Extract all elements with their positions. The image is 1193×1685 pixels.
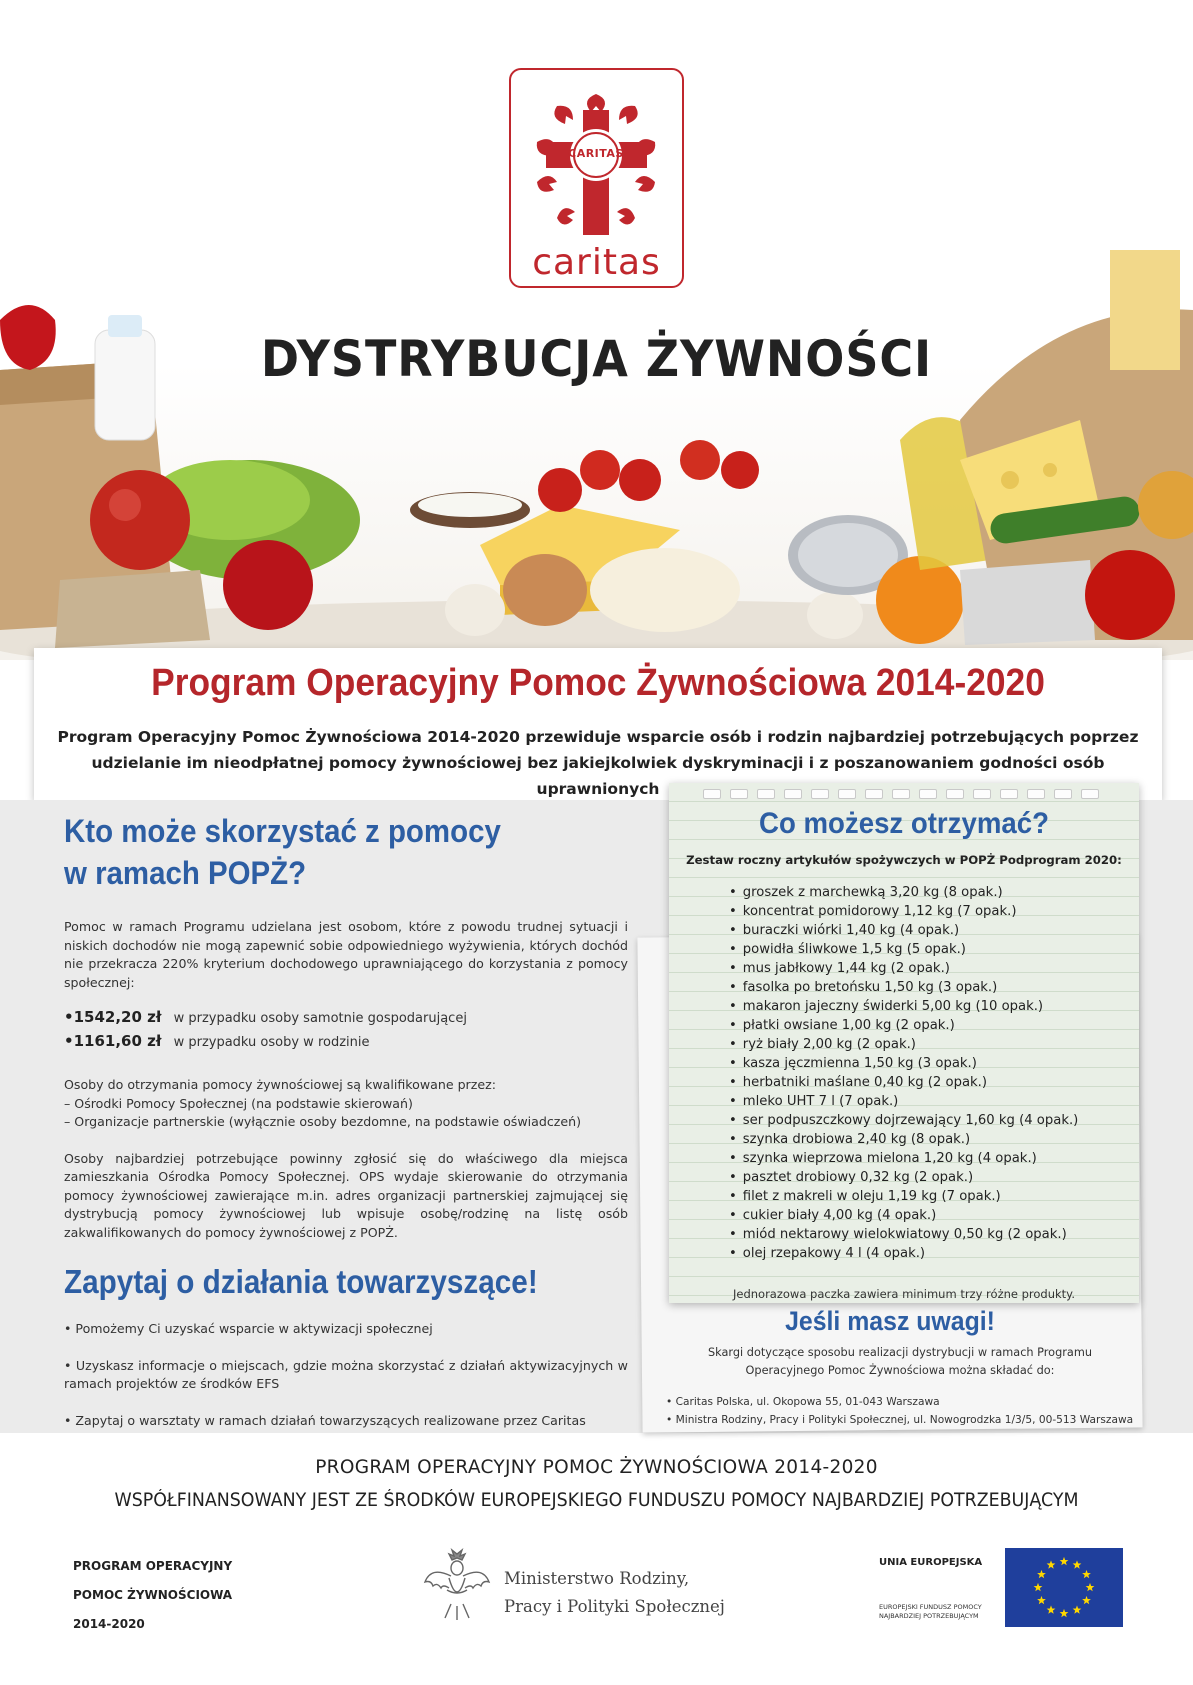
income-label: w przypadku osoby samotnie gospodarującej <box>173 1011 467 1026</box>
spiral-hole <box>892 789 910 799</box>
food-item: • mleko UHT 7 l (7 opak.) <box>729 1092 1078 1111</box>
reporting-paragraph: Osoby najbardziej potrzebujące powinny zgłosić się do właściwego dla miejsca zamieszkania Ośrodka Pomocy Społecznej. OPS wydaje skierowanie do otrzymania pomocy żywnościowej zawierające m.in. adres organizacji partnerskiej zajmującej się dystrybucją pomocy żywnościowej lub wpisuje osobę/rodzinę na listę osób zakwalifikowanych do pomocy żywnościowej z POPŻ. <box>64 1150 628 1240</box>
food-item: • miód nektarowy wielokwiatowy 0,50 kg (2 opak.) <box>729 1225 1078 1244</box>
spiral-hole <box>757 789 775 799</box>
spiral-hole <box>919 789 937 799</box>
contact-item: • Ministra Rodziny, Pracy i Polityki Społecznej, ul. Nowogrodzka 1/3/5, 00-513 Warszawa <box>666 1414 1134 1426</box>
offer-notepad <box>669 783 1139 1303</box>
qualification-block <box>64 1076 628 1132</box>
footer-program-line: PROGRAM OPERACYJNY POMOC ŻYWNOŚCIOWA 2014-2020 <box>315 1457 878 1478</box>
spiral-hole <box>946 789 964 799</box>
caritas-logo-text: caritas <box>532 242 661 283</box>
offer-heading: Co możesz otrzymać? <box>759 807 1049 840</box>
eagle-emblem-icon <box>421 1546 493 1624</box>
eu-fund-text <box>879 1603 1009 1621</box>
hero-section <box>0 0 1193 660</box>
ministry-logo-text <box>504 1565 744 1621</box>
food-item: • cukier biały 4,00 kg (4 opak.) <box>729 1206 1078 1225</box>
program-title: Program Operacyjny Pomoc Żywnościowa 2014-2020 <box>151 662 1045 704</box>
program-logo-line: POMOC ŻYWNOŚCIOWA <box>73 1588 233 1602</box>
spiral-hole <box>784 789 802 799</box>
income-thresholds <box>64 1006 628 1054</box>
eu-title: UNIA EUROPEJSKA <box>879 1557 983 1568</box>
food-list <box>729 883 1078 1263</box>
spiral-hole <box>1081 789 1099 799</box>
food-item: • herbatniki maślane 0,40 kg (2 opak.) <box>729 1073 1078 1092</box>
income-amount: •1542,20 zł <box>64 1008 162 1026</box>
program-logo-text <box>73 1552 273 1639</box>
food-item: • pasztet drobiowy 0,32 kg (2 opak.) <box>729 1168 1078 1187</box>
qualification-item: – Ośrodki Pomocy Społecznej (na podstawie skierowań) <box>64 1095 413 1111</box>
activity-item: • Zapytaj o warsztaty w ramach działań towarzyszących realizowane przez Caritas <box>64 1412 586 1428</box>
spiral-hole <box>973 789 991 799</box>
food-item: • kasza jęczmienna 1,50 kg (3 opak.) <box>729 1054 1078 1073</box>
food-item: • płatki owsiane 1,00 kg (2 opak.) <box>729 1016 1078 1035</box>
eu-fund-line: NAJBARDZIEJ POTRZEBUJĄCYM <box>879 1612 979 1620</box>
notepad-spiral <box>703 789 1113 801</box>
spiral-hole <box>865 789 883 799</box>
activities-heading: Zapytaj o działania towarzyszące! <box>64 1263 538 1300</box>
income-row <box>64 1006 628 1030</box>
spiral-hole <box>811 789 829 799</box>
ministry-line: Ministerstwo Rodziny, <box>504 1569 690 1588</box>
footer-funding-line: WSPÓŁFINANSOWANY JEST ZE ŚRODKÓW EUROPEJSKIEGO FUNDUSZU POMOCY NAJBARDZIEJ POTRZEBUJĄCYM <box>114 1490 1079 1511</box>
food-item: • filet z makreli w oleju 1,19 kg (7 opak.) <box>729 1187 1078 1206</box>
food-item: • szynka drobiowa 2,40 kg (8 opak.) <box>729 1130 1078 1149</box>
remarks-heading: Jeśli masz uwagi! <box>785 1306 995 1336</box>
spiral-hole <box>838 789 856 799</box>
activity-item: • Uzyskasz informacje o miejscach, gdzie można skorzystać z działań aktywizacyjnych w ramach projektów ze środków EFS <box>64 1357 628 1391</box>
spiral-hole <box>1027 789 1045 799</box>
remarks-text: Skargi dotyczące sposobu realizacji dystrybucji w ramach Programu Operacyjnego Pomoc Żywnościowa można składać do: <box>708 1346 1092 1377</box>
spiral-hole <box>1000 789 1018 799</box>
income-label: w przypadku osoby w rodzinie <box>173 1035 370 1050</box>
income-row <box>64 1030 628 1054</box>
food-item: • koncentrat pomidorowy 1,12 kg (7 opak.) <box>729 902 1078 921</box>
activity-item: • Pomożemy Ci uzyskać wsparcie w aktywizacji społecznej <box>64 1321 433 1336</box>
eligibility-intro: Pomoc w ramach Programu udzielana jest osobom, które z powodu trudnej sytuacji i niskich dochodów nie mogą zapewnić sobie odpowiedniego wyżywienia, których dochód nie przekracza 220% kryterium dochodowego uprawniającego do korzystania z pomocy społecznej: <box>64 919 628 990</box>
spiral-hole <box>730 789 748 799</box>
program-description: Program Operacyjny Pomoc Żywnościowa 2014-2020 przewiduje wsparcie osób i rodzin najbardziej potrzebujących poprzez udzielanie im nieodpłatnej pomocy żywnościowej bez jakiejkolwiek dyskryminacji i z poszanowaniem godności osób uprawnionych <box>57 728 1139 798</box>
qualification-item: – Organizacje partnerskie (wyłącznie osoby bezdomne, na podstawie oświadczeń) <box>64 1114 582 1129</box>
food-item: • groszek z marchewką 3,20 kg (8 opak.) <box>729 883 1078 902</box>
caritas-logo <box>509 68 684 288</box>
contact-item: • Caritas Polska, ul. Okopowa 55, 01-043 Warszawa <box>666 1396 940 1408</box>
package-note: Jednorazowa paczka zawiera minimum trzy różne produkty. <box>732 1287 1076 1301</box>
eu-fund-line: EUROPEJSKI FUNDUSZ POMOCY <box>879 1603 982 1611</box>
food-item: • makaron jajeczny świderki 5,00 kg (10 opak.) <box>729 997 1078 1016</box>
eu-flag-icon <box>1005 1548 1123 1627</box>
page-title: DYSTRYBUCJA ŻYWNOŚCI <box>260 330 933 388</box>
food-item: • mus jabłkowy 1,44 kg (2 opak.) <box>729 959 1078 978</box>
food-item: • szynka wieprzowa mielona 1,20 kg (4 opak.) <box>729 1149 1078 1168</box>
food-item: • ser podpuszczkowy dojrzewający 1,60 kg (4 opak.) <box>729 1111 1078 1130</box>
offer-intro: Zestaw roczny artykułów spożywczych w POPŻ Podprogram 2020: <box>686 853 1122 867</box>
spiral-hole <box>1054 789 1072 799</box>
program-logo-line: PROGRAM OPERACYJNY <box>73 1559 233 1573</box>
eligibility-heading-line1: Kto może skorzystać z pomocy <box>64 813 501 849</box>
contacts-list <box>666 1393 1146 1429</box>
food-item: • ryż biały 2,00 kg (2 opak.) <box>729 1035 1078 1054</box>
food-item: • buraczki wiórki 1,40 kg (4 opak.) <box>729 921 1078 940</box>
spiral-hole <box>703 789 721 799</box>
eligibility-heading <box>64 810 579 894</box>
eligibility-heading-line2: w ramach POPŻ? <box>64 855 307 891</box>
eligibility-section <box>64 810 628 1430</box>
program-banner <box>34 648 1162 800</box>
food-item: • fasolka po bretońsku 1,50 kg (3 opak.) <box>729 978 1078 997</box>
ministry-line: Pracy i Polityki Społecznej <box>504 1597 725 1616</box>
food-item: • powidła śliwkowe 1,5 kg (5 opak.) <box>729 940 1078 959</box>
caritas-seal-text: CARITAS <box>568 147 624 160</box>
program-logo-line: 2014-2020 <box>73 1617 145 1631</box>
income-amount: •1161,60 zł <box>64 1032 162 1050</box>
food-item: • olej rzepakowy 4 l (4 opak.) <box>729 1244 1078 1263</box>
qualification-intro: Osoby do otrzymania pomocy żywnościowej są kwalifikowane przez: <box>64 1077 496 1092</box>
